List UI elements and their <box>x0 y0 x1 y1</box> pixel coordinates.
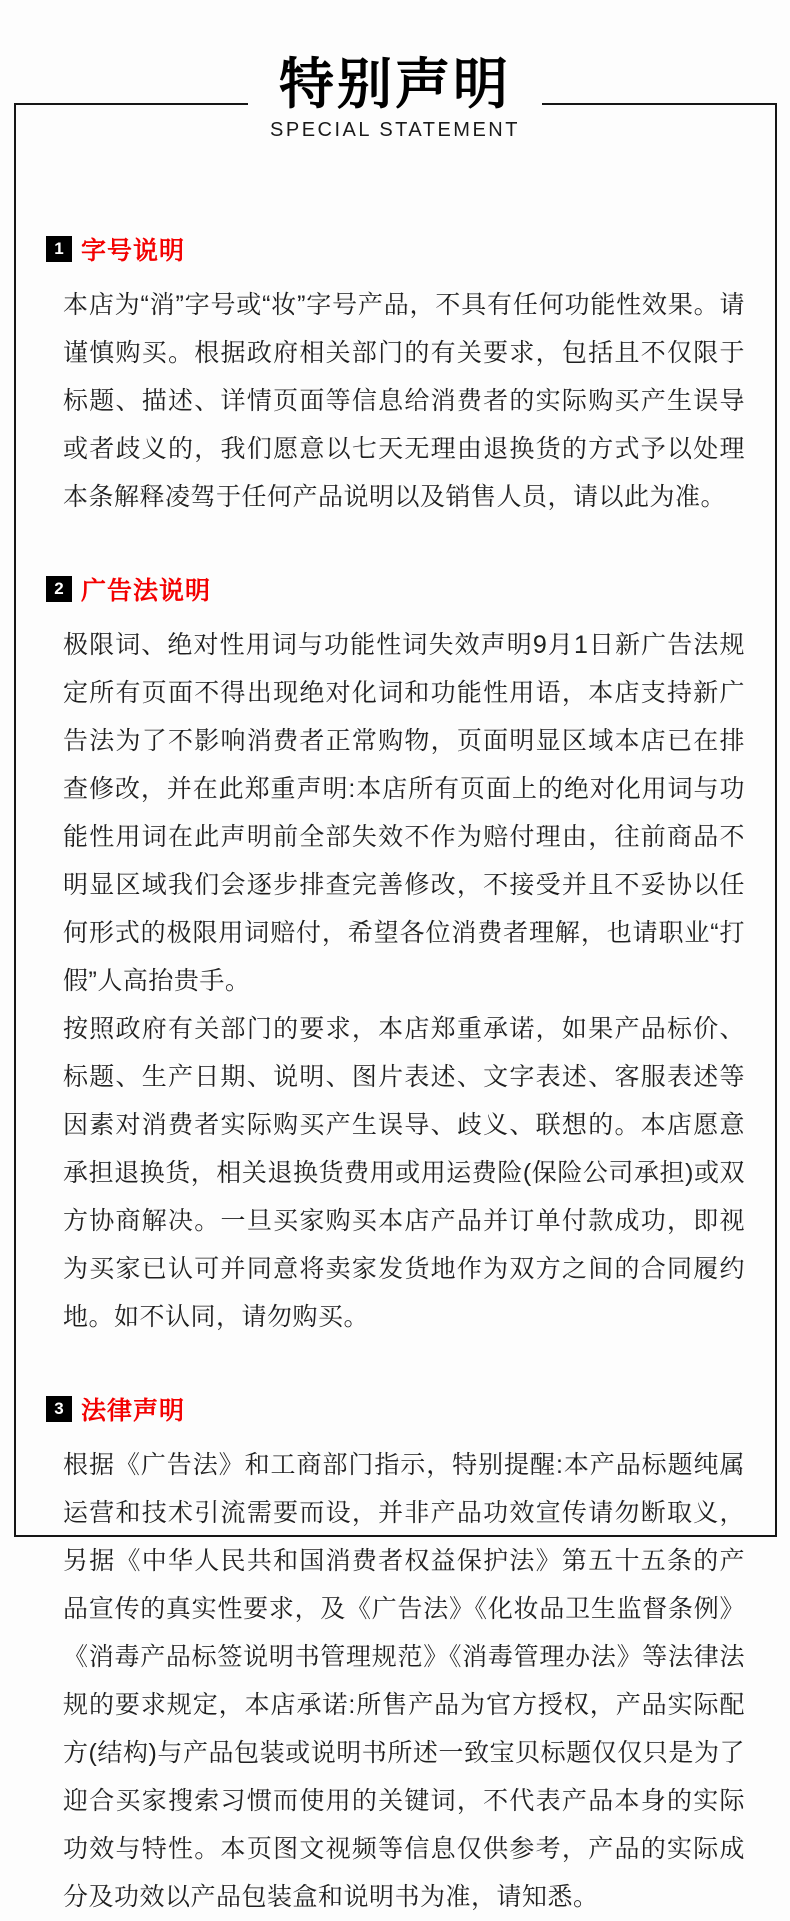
section-ad-law-note <box>54 571 745 1341</box>
section-title: 法律声明 <box>81 1397 186 1425</box>
section-number-badge: 1 <box>46 236 72 262</box>
section-paragraph: 按照政府有关部门的要求，本店郑重承诺，如果产品标价、标题、生产日期、说明、图片表述、文字表述、客服表述等因素对消费者实际购买产生误导、歧义、联想的。本店愿意承担退换货，相关退换货费用或用运费险(保险公司承担)或双方协商解决。一旦买家购买本店产品并订单付款成功，即视为买家已认可并同意将卖家发货地作为双方之间的合同履约地。如不认同，请勿购买。 <box>63 1015 745 1331</box>
section-legal-statement <box>54 1391 745 1921</box>
section-number-badge: 2 <box>46 576 72 602</box>
section-paragraph: 根据《广告法》和工商部门指示，特别提醒:本产品标题纯属运营和技术引流需要而设，并非产品功效宣传请勿断取义，另据《中华人民共和国消费者权益保护法》第五十五条的产品宣传的真实性要求，及《广告法》《化妆品卫生监督条例》《消毒产品标签说明书管理规范》《消毒管理办法》等法律法规的要求规定，本店承诺:所售产品为官方授权，产品实际配方(结构)与产品包装或说明书所述一致宝贝标题仅仅只是为了迎合买家搜索习惯而使用的关键词，不代表产品本身的实际功效与特性。本页图文视频等信息仅供参考，产品的实际成分及功效以产品包装盒和说明书为准，请知悉。 <box>63 1451 745 1911</box>
section-heading-row <box>46 231 745 267</box>
page-title-inner <box>248 53 542 142</box>
section-paragraph: 极限词、绝对性用词与功能性词失效声明9月1日新广告法规定所有页面不得出现绝对化词和功能性用语，本店支持新广告法为了不影响消费者正常购物，页面明显区域本店已在排查修改，并在此郑重声明:本店所有页面上的绝对化用词与功能性用词在此声明前全部失效不作为赔付理由，往前商品不明显区域我们会逐步排查完善修改，不接受并且不妥协以任何形式的极限用词赔付，希望各位消费者理解，也请职业“打假”人高抬贵手。 <box>63 631 745 995</box>
statement-content <box>16 105 775 1921</box>
page-title: 特别声明 <box>278 53 511 115</box>
section-number-badge: 3 <box>46 1396 72 1422</box>
section-heading-row <box>46 1391 745 1427</box>
page-subtitle: SPECIAL STATEMENT <box>270 118 520 141</box>
section-title: 广告法说明 <box>81 577 212 605</box>
section-heading-row <box>46 571 745 607</box>
statement-frame <box>14 103 777 1911</box>
page-title-block <box>0 53 790 142</box>
section-title: 字号说明 <box>81 237 186 265</box>
section-paragraph: 本店为“消”字号或“妆”字号产品，不具有任何功能性效果。请谨慎购买。根据政府相关部门的有关要求，包括且不仅限于标题、描述、详情页面等信息给消费者的实际购买产生误导或者歧义的，我们愿意以七天无理由退换货的方式予以处理本条解释凌驾于任何产品说明以及销售人员，请以此为准。 <box>63 291 745 511</box>
section-font-size-note <box>54 231 745 521</box>
